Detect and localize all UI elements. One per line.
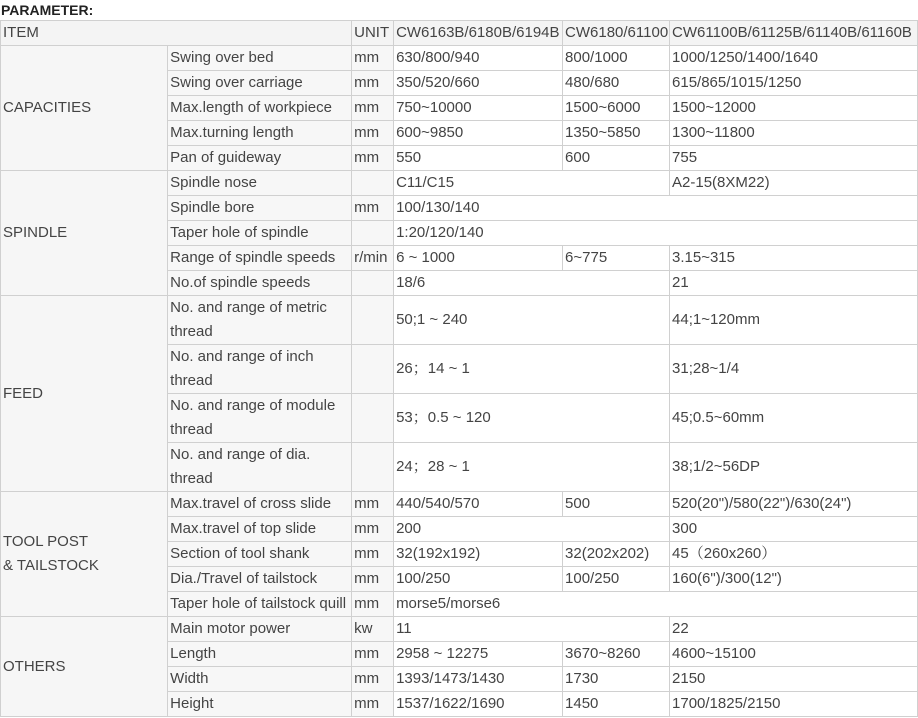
value-cell: 1700/1825/2150 [670,692,918,717]
param-label: Spindle nose [168,171,352,196]
group-capacities: CAPACITIES [1,46,168,171]
value-cell: 1:20/120/140 [394,221,918,246]
value-cell: 53；0.5 ~ 120 [394,394,670,443]
param-label: Width [168,667,352,692]
param-label: No. and range of inch thread [168,345,352,394]
param-label: Taper hole of spindle [168,221,352,246]
param-label: Max.travel of cross slide [168,492,352,517]
unit-cell: mm [352,517,394,542]
value-cell: 6~775 [563,246,670,271]
param-label: Section of tool shank [168,542,352,567]
unit-cell [352,394,394,443]
value-cell: 24；28 ~ 1 [394,443,670,492]
value-cell: 480/680 [563,71,670,96]
value-cell: 1500~12000 [670,96,918,121]
unit-cell [352,345,394,394]
value-cell: 44;1~120mm [670,296,918,345]
value-cell: 1730 [563,667,670,692]
unit-cell: mm [352,692,394,717]
param-label: No. and range of metric thread [168,296,352,345]
value-cell: 100/250 [563,567,670,592]
table-row [1,46,918,71]
param-label: Pan of guideway [168,146,352,171]
param-label: No. and range of dia. thread [168,443,352,492]
value-cell: 22 [670,617,918,642]
unit-cell: mm [352,567,394,592]
value-cell: 600~9850 [394,121,563,146]
unit-cell [352,296,394,345]
group-feed: FEED [1,296,168,492]
group-others: OTHERS [1,617,168,717]
value-cell: 26；14 ~ 1 [394,345,670,394]
unit-cell [352,171,394,196]
param-label: Spindle bore [168,196,352,221]
param-label: Max.length of workpiece [168,96,352,121]
header-model-1: CW6163B/6180B/6194B [394,21,563,46]
param-label: No.of spindle speeds [168,271,352,296]
value-cell: 2958 ~ 12275 [394,642,563,667]
value-cell: 2150 [670,667,918,692]
value-cell: 100/130/140 [394,196,918,221]
param-label: Length [168,642,352,667]
unit-cell: mm [352,542,394,567]
value-cell: 31;28~1/4 [670,345,918,394]
value-cell: 1350~5850 [563,121,670,146]
unit-cell: mm [352,592,394,617]
value-cell: 1537/1622/1690 [394,692,563,717]
value-cell: 32(202x202) [563,542,670,567]
unit-cell: mm [352,121,394,146]
param-label: Range of spindle speeds [168,246,352,271]
value-cell: 50;1 ~ 240 [394,296,670,345]
value-cell: 32(192x192) [394,542,563,567]
unit-cell: mm [352,642,394,667]
value-cell: 440/540/570 [394,492,563,517]
value-cell: 500 [563,492,670,517]
unit-cell [352,221,394,246]
value-cell: 750~10000 [394,96,563,121]
value-cell: 4600~15100 [670,642,918,667]
unit-cell: mm [352,492,394,517]
value-cell: 100/250 [394,567,563,592]
value-cell: 3.15~315 [670,246,918,271]
param-label: Max.turning length [168,121,352,146]
value-cell: 1500~6000 [563,96,670,121]
value-cell: 3670~8260 [563,642,670,667]
table-row [1,296,918,345]
unit-cell [352,443,394,492]
value-cell: 1393/1473/1430 [394,667,563,692]
value-cell: 755 [670,146,918,171]
section-title: PARAMETER: [1,2,94,18]
value-cell: 520(20")/580(22")/630(24") [670,492,918,517]
table-row [1,171,918,196]
param-label: Taper hole of tailstock quill [168,592,352,617]
unit-cell: mm [352,196,394,221]
value-cell: 45（260x260） [670,542,918,567]
value-cell: 1450 [563,692,670,717]
value-cell: 600 [563,146,670,171]
unit-cell: mm [352,667,394,692]
value-cell: 630/800/940 [394,46,563,71]
unit-cell: mm [352,71,394,96]
value-cell: 800/1000 [563,46,670,71]
value-cell: morse5/morse6 [394,592,918,617]
value-cell: 300 [670,517,918,542]
value-cell: 18/6 [394,271,670,296]
param-label: Dia./Travel of tailstock [168,567,352,592]
param-label: Height [168,692,352,717]
header-item: ITEM [1,21,352,46]
param-label: Swing over bed [168,46,352,71]
unit-cell: kw [352,617,394,642]
table-row [1,617,918,642]
value-cell: 11 [394,617,670,642]
header-model-2: CW6180/61100 [563,21,670,46]
unit-cell [352,271,394,296]
value-cell: 6 ~ 1000 [394,246,563,271]
parameter-table [0,20,918,717]
unit-cell: r/min [352,246,394,271]
table-row [1,492,918,517]
value-cell: 1000/1250/1400/1640 [670,46,918,71]
value-cell: 200 [394,517,670,542]
value-cell: 21 [670,271,918,296]
value-cell: 38;1/2~56DP [670,443,918,492]
unit-cell: mm [352,146,394,171]
unit-cell: mm [352,46,394,71]
value-cell: 45;0.5~60mm [670,394,918,443]
header-model-3: CW61100B/61125B/61140B/61160B [670,21,918,46]
value-cell: 350/520/660 [394,71,563,96]
value-cell: C11/C15 [394,171,670,196]
param-label: No. and range of module thread [168,394,352,443]
value-cell: 550 [394,146,563,171]
value-cell: A2-15(8XM22) [670,171,918,196]
group-spindle: SPINDLE [1,171,168,296]
value-cell: 615/865/1015/1250 [670,71,918,96]
header-unit: UNIT [352,21,394,46]
group-tool-post-tailstock: TOOL POST & TAILSTOCK [1,492,168,617]
value-cell: 160(6")/300(12") [670,567,918,592]
param-label: Max.travel of top slide [168,517,352,542]
value-cell: 1300~11800 [670,121,918,146]
unit-cell: mm [352,96,394,121]
header-row [1,21,918,46]
param-label: Swing over carriage [168,71,352,96]
param-label: Main motor power [168,617,352,642]
